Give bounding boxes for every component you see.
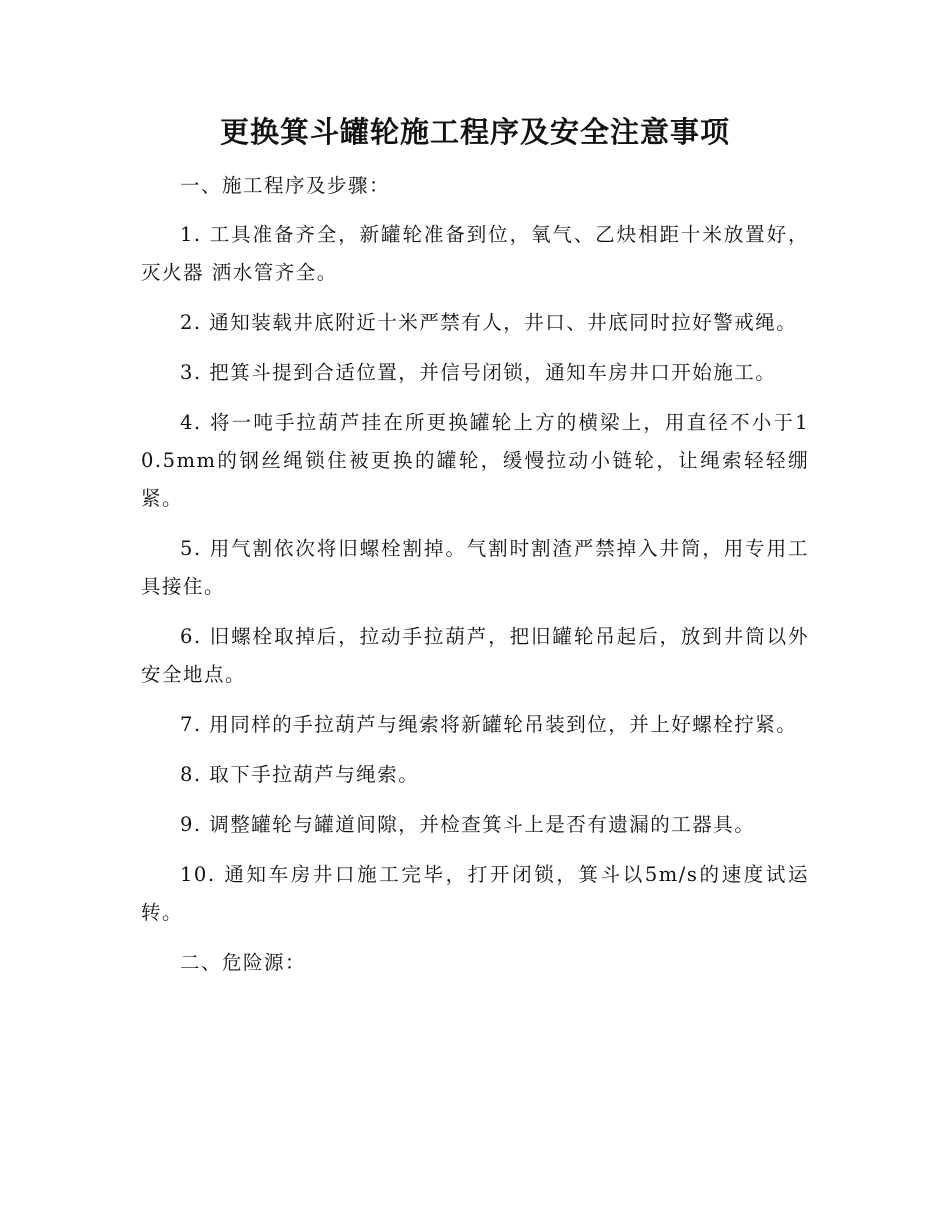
step-6: 6. 旧螺栓取掉后，拉动手拉葫芦，把旧罐轮吊起后，放到井筒以外安全地点。 [141,625,809,686]
step-3: 3. 把箕斗提到合适位置，并信号闭锁，通知车房井口开始施工。 [180,361,777,384]
document-title: 更换箕斗罐轮施工程序及安全注意事项 [219,115,730,149]
step-4: 4. 将一吨手拉葫芦挂在所更换罐轮上方的横梁上，用直径不小于10.5mm的钢丝绳锁住被更换的罐轮，缓慢拉动小链轮，让绳索轻轻绷紧。 [141,411,809,510]
step-2: 2. 通知装载井底附近十米严禁有人，井口、井底同时拉好警戒绳。 [180,311,798,334]
step-1: 1. 工具准备齐全，新罐轮准备到位，氧气、乙炔相距十米放置好，灭火器 洒水管齐全。 [141,223,809,284]
step-10: 10. 通知车房井口施工完毕，打开闭锁，箕斗以5m/s的速度试运转。 [141,863,809,924]
step-7: 7. 用同样的手拉葫芦与绳索将新罐轮吊装到位，并上好螺栓拧紧。 [180,713,798,736]
step-5: 5. 用气割依次将旧螺栓割掉。气割时割渣严禁掉入井筒，用专用工具接住。 [141,537,809,598]
section-heading-procedure: 一、施工程序及步骤： [180,174,391,197]
section-heading-hazards: 二、危险源： [180,951,307,974]
step-8: 8. 取下手拉葫芦与绳索。 [180,763,420,786]
document-body [141,167,809,993]
step-9: 9. 调整罐轮与罐道间隙，并检查箕斗上是否有遗漏的工器具。 [180,813,756,836]
